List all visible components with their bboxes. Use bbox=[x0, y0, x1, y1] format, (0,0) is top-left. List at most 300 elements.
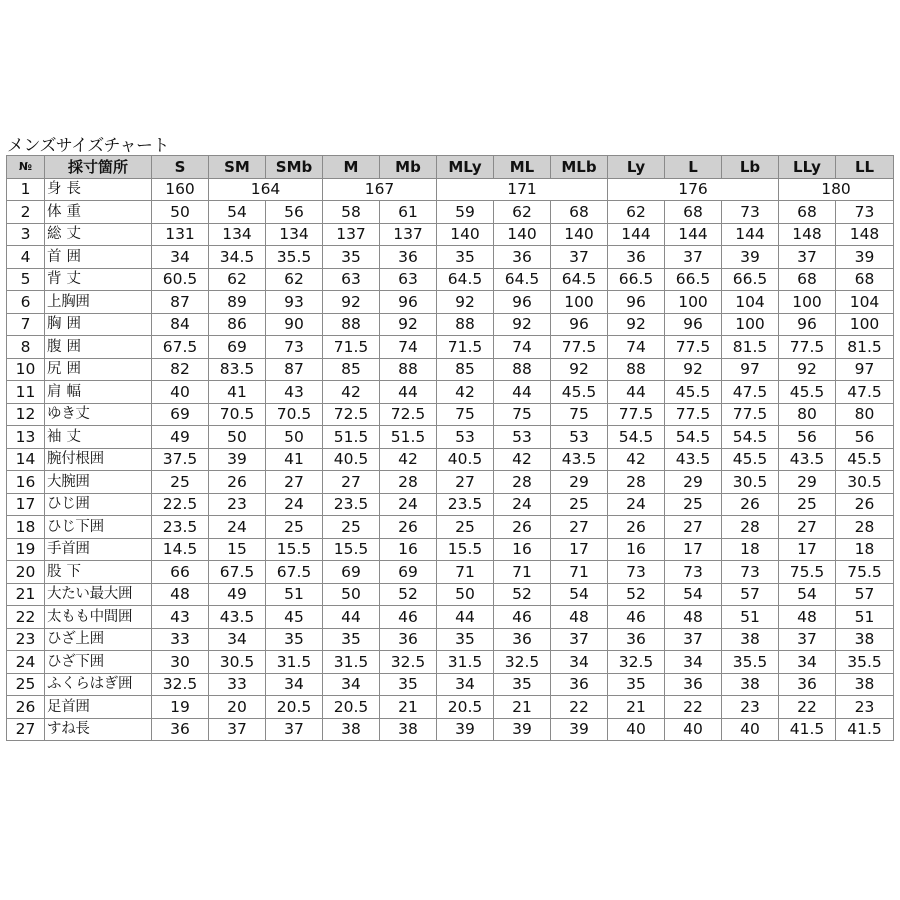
value-cell: 50 bbox=[266, 426, 323, 449]
height-group-cell: 160 bbox=[152, 178, 209, 201]
row-number: 16 bbox=[7, 471, 45, 494]
value-cell: 68 bbox=[779, 201, 836, 224]
header-size-mly: MLy bbox=[437, 156, 494, 179]
header-size-lly: LLy bbox=[779, 156, 836, 179]
table-row bbox=[7, 291, 894, 314]
value-cell: 36 bbox=[380, 628, 437, 651]
value-cell: 58 bbox=[323, 201, 380, 224]
table-header bbox=[7, 156, 894, 179]
value-cell: 80 bbox=[779, 403, 836, 426]
value-cell: 50 bbox=[209, 426, 266, 449]
table-row bbox=[7, 336, 894, 359]
value-cell: 57 bbox=[836, 583, 894, 606]
value-cell: 69 bbox=[209, 336, 266, 359]
value-cell: 92 bbox=[665, 358, 722, 381]
value-cell: 62 bbox=[494, 201, 551, 224]
value-cell: 31.5 bbox=[266, 651, 323, 674]
value-cell: 64.5 bbox=[437, 268, 494, 291]
value-cell: 15.5 bbox=[437, 538, 494, 561]
value-cell: 82 bbox=[152, 358, 209, 381]
value-cell: 15 bbox=[209, 538, 266, 561]
value-cell: 40.5 bbox=[323, 448, 380, 471]
value-cell: 37 bbox=[551, 246, 608, 269]
table-row bbox=[7, 313, 894, 336]
table-row bbox=[7, 381, 894, 404]
value-cell: 38 bbox=[323, 718, 380, 741]
value-cell: 63 bbox=[380, 268, 437, 291]
value-cell: 53 bbox=[494, 426, 551, 449]
value-cell: 53 bbox=[437, 426, 494, 449]
height-group-cell: 171 bbox=[437, 178, 608, 201]
value-cell: 31.5 bbox=[437, 651, 494, 674]
value-cell: 100 bbox=[722, 313, 779, 336]
value-cell: 71 bbox=[437, 561, 494, 584]
row-item-label: 総丈 bbox=[45, 223, 152, 246]
row-number: 14 bbox=[7, 448, 45, 471]
table-row bbox=[7, 358, 894, 381]
value-cell: 18 bbox=[722, 538, 779, 561]
table-row bbox=[7, 471, 894, 494]
value-cell: 30.5 bbox=[836, 471, 894, 494]
value-cell: 39 bbox=[437, 718, 494, 741]
value-cell: 34 bbox=[551, 651, 608, 674]
value-cell: 92 bbox=[494, 313, 551, 336]
table-row bbox=[7, 628, 894, 651]
value-cell: 77.5 bbox=[779, 336, 836, 359]
value-cell: 24 bbox=[608, 493, 665, 516]
value-cell: 57 bbox=[722, 583, 779, 606]
value-cell: 26 bbox=[209, 471, 266, 494]
value-cell: 92 bbox=[323, 291, 380, 314]
row-number: 13 bbox=[7, 426, 45, 449]
value-cell: 36 bbox=[380, 246, 437, 269]
value-cell: 31.5 bbox=[323, 651, 380, 674]
value-cell: 26 bbox=[608, 516, 665, 539]
row-number: 2 bbox=[7, 201, 45, 224]
value-cell: 34 bbox=[152, 246, 209, 269]
value-cell: 24 bbox=[266, 493, 323, 516]
table-row bbox=[7, 651, 894, 674]
value-cell: 134 bbox=[209, 223, 266, 246]
value-cell: 48 bbox=[779, 606, 836, 629]
value-cell: 77.5 bbox=[665, 336, 722, 359]
value-cell: 69 bbox=[380, 561, 437, 584]
height-group-cell: 176 bbox=[608, 178, 779, 201]
value-cell: 28 bbox=[380, 471, 437, 494]
value-cell: 17 bbox=[665, 538, 722, 561]
value-cell: 21 bbox=[494, 696, 551, 719]
value-cell: 23 bbox=[836, 696, 894, 719]
row-item-label: 太もも中間囲 bbox=[45, 606, 152, 629]
value-cell: 52 bbox=[380, 583, 437, 606]
value-cell: 28 bbox=[722, 516, 779, 539]
value-cell: 39 bbox=[494, 718, 551, 741]
value-cell: 27 bbox=[551, 516, 608, 539]
value-cell: 35 bbox=[323, 628, 380, 651]
value-cell: 68 bbox=[665, 201, 722, 224]
row-item-label: 胸囲 bbox=[45, 313, 152, 336]
value-cell: 36 bbox=[608, 246, 665, 269]
value-cell: 46 bbox=[494, 606, 551, 629]
table-row bbox=[7, 201, 894, 224]
value-cell: 29 bbox=[779, 471, 836, 494]
value-cell: 29 bbox=[551, 471, 608, 494]
header-size-l: L bbox=[665, 156, 722, 179]
value-cell: 35.5 bbox=[722, 651, 779, 674]
value-cell: 17 bbox=[551, 538, 608, 561]
table-row bbox=[7, 448, 894, 471]
value-cell: 20.5 bbox=[323, 696, 380, 719]
header-no: № bbox=[7, 156, 45, 179]
row-item-label: 首囲 bbox=[45, 246, 152, 269]
value-cell: 140 bbox=[494, 223, 551, 246]
row-number: 3 bbox=[7, 223, 45, 246]
value-cell: 37 bbox=[665, 628, 722, 651]
value-cell: 40 bbox=[665, 718, 722, 741]
value-cell: 25 bbox=[152, 471, 209, 494]
table-row bbox=[7, 246, 894, 269]
header-size-ml: ML bbox=[494, 156, 551, 179]
row-item-label: ひざ下囲 bbox=[45, 651, 152, 674]
table-body bbox=[7, 178, 894, 741]
value-cell: 38 bbox=[380, 718, 437, 741]
value-cell: 25 bbox=[551, 493, 608, 516]
value-cell: 50 bbox=[437, 583, 494, 606]
value-cell: 34 bbox=[266, 673, 323, 696]
value-cell: 25 bbox=[665, 493, 722, 516]
value-cell: 42 bbox=[323, 381, 380, 404]
value-cell: 20 bbox=[209, 696, 266, 719]
row-number: 27 bbox=[7, 718, 45, 741]
value-cell: 32.5 bbox=[152, 673, 209, 696]
value-cell: 16 bbox=[608, 538, 665, 561]
value-cell: 44 bbox=[494, 381, 551, 404]
value-cell: 62 bbox=[209, 268, 266, 291]
value-cell: 144 bbox=[665, 223, 722, 246]
value-cell: 41.5 bbox=[836, 718, 894, 741]
value-cell: 42 bbox=[437, 381, 494, 404]
value-cell: 23 bbox=[722, 696, 779, 719]
value-cell: 26 bbox=[494, 516, 551, 539]
value-cell: 43 bbox=[266, 381, 323, 404]
value-cell: 54 bbox=[209, 201, 266, 224]
row-item-label: 手首囲 bbox=[45, 538, 152, 561]
row-number: 8 bbox=[7, 336, 45, 359]
row-number: 17 bbox=[7, 493, 45, 516]
value-cell: 93 bbox=[266, 291, 323, 314]
value-cell: 34 bbox=[779, 651, 836, 674]
value-cell: 35 bbox=[323, 246, 380, 269]
value-cell: 51.5 bbox=[380, 426, 437, 449]
value-cell: 56 bbox=[779, 426, 836, 449]
value-cell: 32.5 bbox=[608, 651, 665, 674]
value-cell: 43 bbox=[152, 606, 209, 629]
value-cell: 144 bbox=[722, 223, 779, 246]
value-cell: 35.5 bbox=[836, 651, 894, 674]
value-cell: 75.5 bbox=[836, 561, 894, 584]
value-cell: 52 bbox=[494, 583, 551, 606]
value-cell: 26 bbox=[722, 493, 779, 516]
value-cell: 71 bbox=[551, 561, 608, 584]
value-cell: 40 bbox=[722, 718, 779, 741]
value-cell: 53 bbox=[551, 426, 608, 449]
value-cell: 92 bbox=[437, 291, 494, 314]
value-cell: 43.5 bbox=[551, 448, 608, 471]
value-cell: 68 bbox=[779, 268, 836, 291]
value-cell: 27 bbox=[266, 471, 323, 494]
row-number: 7 bbox=[7, 313, 45, 336]
value-cell: 77.5 bbox=[551, 336, 608, 359]
value-cell: 30.5 bbox=[722, 471, 779, 494]
value-cell: 36 bbox=[665, 673, 722, 696]
header-size-sm: SM bbox=[209, 156, 266, 179]
row-number: 10 bbox=[7, 358, 45, 381]
value-cell: 28 bbox=[836, 516, 894, 539]
row-number: 19 bbox=[7, 538, 45, 561]
value-cell: 38 bbox=[836, 673, 894, 696]
value-cell: 104 bbox=[722, 291, 779, 314]
row-number: 24 bbox=[7, 651, 45, 674]
value-cell: 34 bbox=[209, 628, 266, 651]
value-cell: 73 bbox=[722, 561, 779, 584]
table-row bbox=[7, 268, 894, 291]
value-cell: 25 bbox=[779, 493, 836, 516]
value-cell: 97 bbox=[836, 358, 894, 381]
value-cell: 144 bbox=[608, 223, 665, 246]
value-cell: 52 bbox=[608, 583, 665, 606]
value-cell: 88 bbox=[323, 313, 380, 336]
value-cell: 16 bbox=[380, 538, 437, 561]
value-cell: 43.5 bbox=[665, 448, 722, 471]
value-cell: 73 bbox=[266, 336, 323, 359]
value-cell: 90 bbox=[266, 313, 323, 336]
value-cell: 38 bbox=[836, 628, 894, 651]
value-cell: 88 bbox=[437, 313, 494, 336]
table-row bbox=[7, 538, 894, 561]
value-cell: 96 bbox=[551, 313, 608, 336]
value-cell: 66.5 bbox=[608, 268, 665, 291]
value-cell: 54 bbox=[665, 583, 722, 606]
value-cell: 39 bbox=[722, 246, 779, 269]
value-cell: 66.5 bbox=[722, 268, 779, 291]
value-cell: 77.5 bbox=[722, 403, 779, 426]
value-cell: 54.5 bbox=[722, 426, 779, 449]
row-item-label: 袖丈 bbox=[45, 426, 152, 449]
value-cell: 16 bbox=[494, 538, 551, 561]
value-cell: 22 bbox=[665, 696, 722, 719]
value-cell: 96 bbox=[665, 313, 722, 336]
row-item-label: ひじ囲 bbox=[45, 493, 152, 516]
value-cell: 38 bbox=[722, 673, 779, 696]
value-cell: 60.5 bbox=[152, 268, 209, 291]
value-cell: 56 bbox=[266, 201, 323, 224]
height-group-cell: 167 bbox=[323, 178, 437, 201]
value-cell: 89 bbox=[209, 291, 266, 314]
value-cell: 75.5 bbox=[779, 561, 836, 584]
value-cell: 59 bbox=[437, 201, 494, 224]
value-cell: 81.5 bbox=[722, 336, 779, 359]
row-number: 4 bbox=[7, 246, 45, 269]
value-cell: 24 bbox=[209, 516, 266, 539]
value-cell: 73 bbox=[722, 201, 779, 224]
value-cell: 48 bbox=[551, 606, 608, 629]
value-cell: 27 bbox=[437, 471, 494, 494]
table-row bbox=[7, 426, 894, 449]
value-cell: 92 bbox=[551, 358, 608, 381]
value-cell: 87 bbox=[266, 358, 323, 381]
value-cell: 92 bbox=[779, 358, 836, 381]
row-number: 25 bbox=[7, 673, 45, 696]
value-cell: 77.5 bbox=[608, 403, 665, 426]
row-number: 1 bbox=[7, 178, 45, 201]
value-cell: 64.5 bbox=[551, 268, 608, 291]
value-cell: 28 bbox=[494, 471, 551, 494]
value-cell: 47.5 bbox=[722, 381, 779, 404]
value-cell: 92 bbox=[380, 313, 437, 336]
value-cell: 43.5 bbox=[209, 606, 266, 629]
table-row bbox=[7, 583, 894, 606]
value-cell: 88 bbox=[380, 358, 437, 381]
value-cell: 69 bbox=[152, 403, 209, 426]
value-cell: 62 bbox=[608, 201, 665, 224]
value-cell: 69 bbox=[323, 561, 380, 584]
row-number: 22 bbox=[7, 606, 45, 629]
value-cell: 41.5 bbox=[779, 718, 836, 741]
value-cell: 66.5 bbox=[665, 268, 722, 291]
value-cell: 20.5 bbox=[437, 696, 494, 719]
value-cell: 42 bbox=[494, 448, 551, 471]
value-cell: 64.5 bbox=[494, 268, 551, 291]
value-cell: 51 bbox=[266, 583, 323, 606]
value-cell: 34 bbox=[665, 651, 722, 674]
row-item-label: 腹囲 bbox=[45, 336, 152, 359]
value-cell: 72.5 bbox=[323, 403, 380, 426]
value-cell: 45.5 bbox=[722, 448, 779, 471]
value-cell: 29 bbox=[665, 471, 722, 494]
value-cell: 28 bbox=[608, 471, 665, 494]
value-cell: 51.5 bbox=[323, 426, 380, 449]
row-item-label: ゆき丈 bbox=[45, 403, 152, 426]
row-item-label: ふくらはぎ囲 bbox=[45, 673, 152, 696]
value-cell: 84 bbox=[152, 313, 209, 336]
value-cell: 75 bbox=[494, 403, 551, 426]
value-cell: 36 bbox=[494, 246, 551, 269]
value-cell: 96 bbox=[380, 291, 437, 314]
value-cell: 15.5 bbox=[323, 538, 380, 561]
row-item-label: ひざ上囲 bbox=[45, 628, 152, 651]
value-cell: 71 bbox=[494, 561, 551, 584]
row-number: 21 bbox=[7, 583, 45, 606]
value-cell: 96 bbox=[494, 291, 551, 314]
row-item-label: 股下 bbox=[45, 561, 152, 584]
value-cell: 44 bbox=[323, 606, 380, 629]
value-cell: 36 bbox=[494, 628, 551, 651]
height-group-cell: 180 bbox=[779, 178, 894, 201]
value-cell: 88 bbox=[494, 358, 551, 381]
value-cell: 81.5 bbox=[836, 336, 894, 359]
value-cell: 86 bbox=[209, 313, 266, 336]
value-cell: 30 bbox=[152, 651, 209, 674]
value-cell: 47.5 bbox=[836, 381, 894, 404]
header-size-lb: Lb bbox=[722, 156, 779, 179]
value-cell: 74 bbox=[380, 336, 437, 359]
row-item-label: 体重 bbox=[45, 201, 152, 224]
value-cell: 37 bbox=[779, 246, 836, 269]
value-cell: 35.5 bbox=[266, 246, 323, 269]
value-cell: 67.5 bbox=[266, 561, 323, 584]
value-cell: 74 bbox=[494, 336, 551, 359]
value-cell: 19 bbox=[152, 696, 209, 719]
value-cell: 71.5 bbox=[437, 336, 494, 359]
value-cell: 56 bbox=[836, 426, 894, 449]
value-cell: 48 bbox=[152, 583, 209, 606]
value-cell: 100 bbox=[779, 291, 836, 314]
value-cell: 51 bbox=[722, 606, 779, 629]
value-cell: 27 bbox=[779, 516, 836, 539]
value-cell: 73 bbox=[836, 201, 894, 224]
table-row bbox=[7, 606, 894, 629]
table-row-height bbox=[7, 178, 894, 201]
value-cell: 45.5 bbox=[551, 381, 608, 404]
value-cell: 42 bbox=[608, 448, 665, 471]
value-cell: 46 bbox=[608, 606, 665, 629]
value-cell: 35 bbox=[266, 628, 323, 651]
value-cell: 36 bbox=[152, 718, 209, 741]
value-cell: 22 bbox=[779, 696, 836, 719]
row-item-label: 上胸囲 bbox=[45, 291, 152, 314]
value-cell: 83.5 bbox=[209, 358, 266, 381]
value-cell: 96 bbox=[608, 291, 665, 314]
row-number: 6 bbox=[7, 291, 45, 314]
value-cell: 27 bbox=[665, 516, 722, 539]
value-cell: 100 bbox=[665, 291, 722, 314]
value-cell: 67.5 bbox=[209, 561, 266, 584]
value-cell: 20.5 bbox=[266, 696, 323, 719]
value-cell: 68 bbox=[836, 268, 894, 291]
row-item-label: 尻囲 bbox=[45, 358, 152, 381]
value-cell: 137 bbox=[323, 223, 380, 246]
value-cell: 72.5 bbox=[380, 403, 437, 426]
value-cell: 22 bbox=[551, 696, 608, 719]
value-cell: 70.5 bbox=[266, 403, 323, 426]
value-cell: 25 bbox=[266, 516, 323, 539]
table-row bbox=[7, 673, 894, 696]
value-cell: 85 bbox=[323, 358, 380, 381]
value-cell: 33 bbox=[152, 628, 209, 651]
value-cell: 44 bbox=[437, 606, 494, 629]
value-cell: 14.5 bbox=[152, 538, 209, 561]
row-item-label: 腕付根囲 bbox=[45, 448, 152, 471]
value-cell: 37 bbox=[551, 628, 608, 651]
value-cell: 38 bbox=[722, 628, 779, 651]
value-cell: 35 bbox=[437, 246, 494, 269]
value-cell: 37.5 bbox=[152, 448, 209, 471]
value-cell: 33 bbox=[209, 673, 266, 696]
value-cell: 87 bbox=[152, 291, 209, 314]
table-row bbox=[7, 561, 894, 584]
header-size-s: S bbox=[152, 156, 209, 179]
value-cell: 71.5 bbox=[323, 336, 380, 359]
row-number: 11 bbox=[7, 381, 45, 404]
value-cell: 67.5 bbox=[152, 336, 209, 359]
value-cell: 25 bbox=[323, 516, 380, 539]
value-cell: 63 bbox=[323, 268, 380, 291]
row-number: 18 bbox=[7, 516, 45, 539]
value-cell: 21 bbox=[380, 696, 437, 719]
value-cell: 50 bbox=[323, 583, 380, 606]
value-cell: 21 bbox=[608, 696, 665, 719]
header-item: 採寸箇所 bbox=[45, 156, 152, 179]
